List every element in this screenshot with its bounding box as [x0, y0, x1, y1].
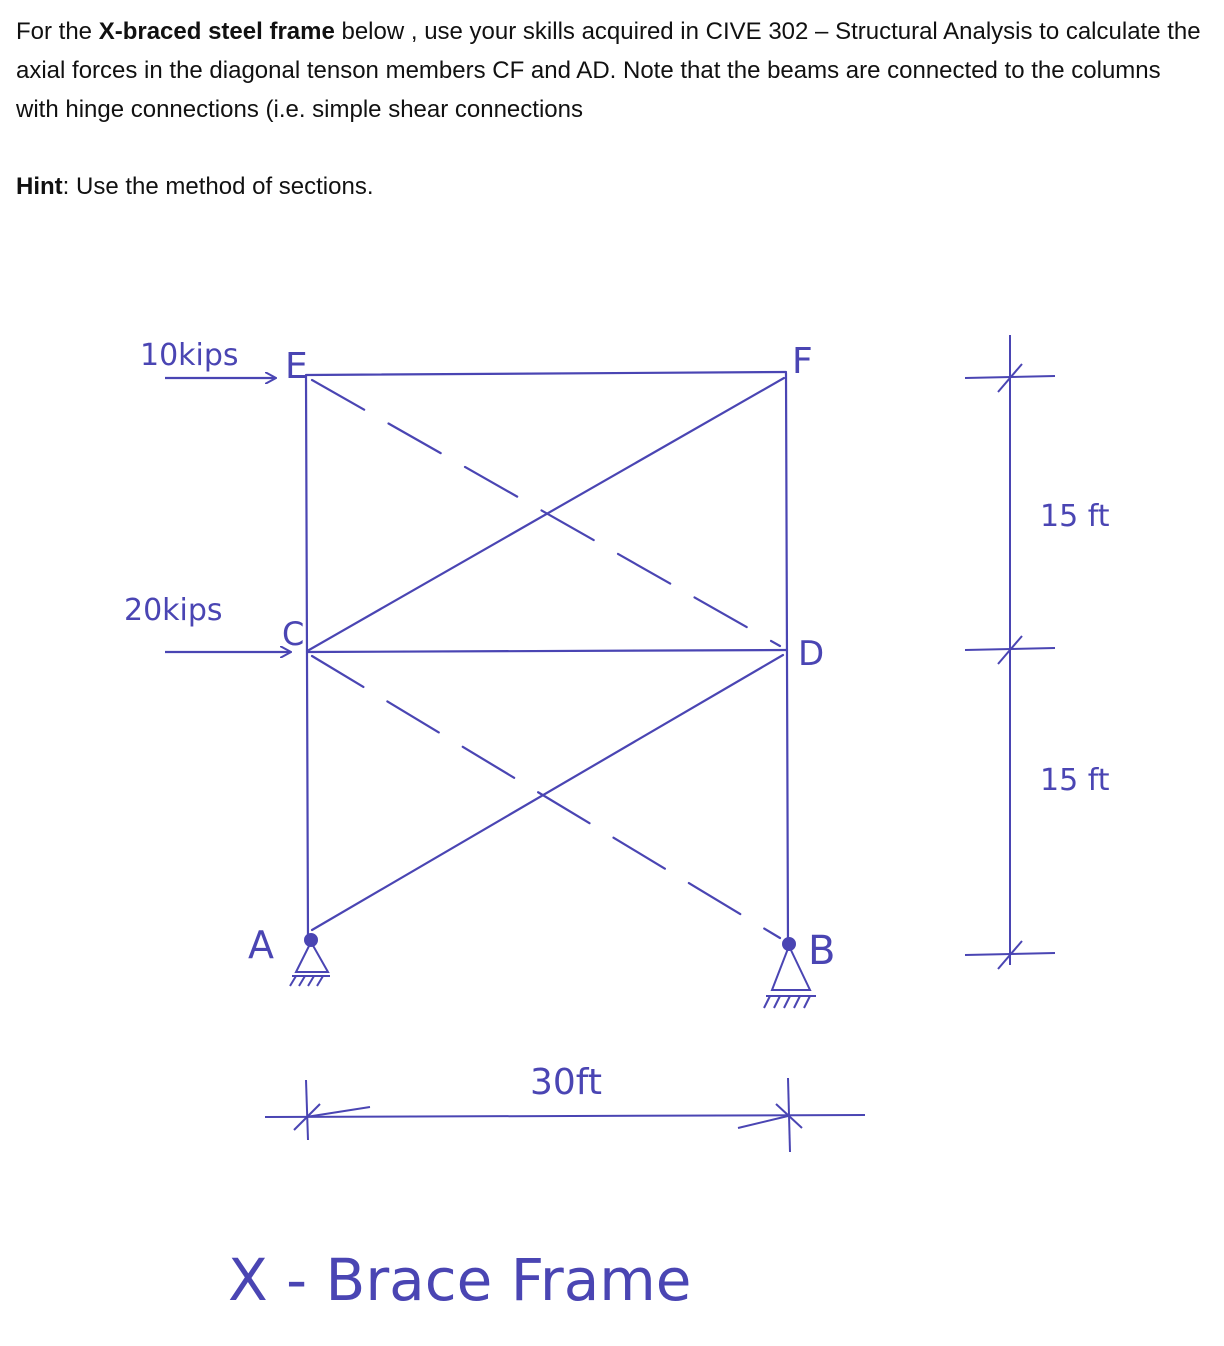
dimension-upper-story: 15 ft — [1040, 499, 1110, 534]
diagonal-ad — [312, 655, 783, 930]
problem-text-2: below , use your skills acquired in CIVE 302 – Structural Analysis to calculate the axial forces in the diagonal tenson members CF and AD. Note that the beams are connected to the columns with hinge connections (i.e. simple shear connections — [16, 18, 1201, 123]
hint-label: Hint — [16, 173, 63, 200]
node-label-a: A — [248, 923, 274, 967]
column-right — [786, 373, 788, 948]
node-label-c: C — [282, 615, 305, 653]
vertical-dimension — [965, 335, 1055, 969]
column-left — [306, 376, 308, 943]
load-label-top: 10kips — [140, 338, 239, 373]
problem-bold-frame: X-braced steel frame — [98, 18, 335, 45]
diagram-title: X - Brace Frame — [228, 1246, 692, 1314]
node-label-f: F — [792, 341, 813, 382]
pin-support-a — [290, 934, 330, 986]
beam-ef — [306, 372, 786, 375]
node-label-b: B — [808, 928, 836, 974]
dimension-span: 30ft — [530, 1062, 602, 1103]
node-label-d: D — [798, 634, 825, 674]
hint-text: : Use the method of sections. — [62, 173, 374, 200]
beam-cd — [307, 650, 787, 652]
problem-text-1: For the — [16, 18, 99, 45]
load-label-mid: 20kips — [124, 593, 223, 628]
node-label-e: E — [285, 346, 308, 387]
dimension-lower-story: 15 ft — [1040, 763, 1110, 798]
